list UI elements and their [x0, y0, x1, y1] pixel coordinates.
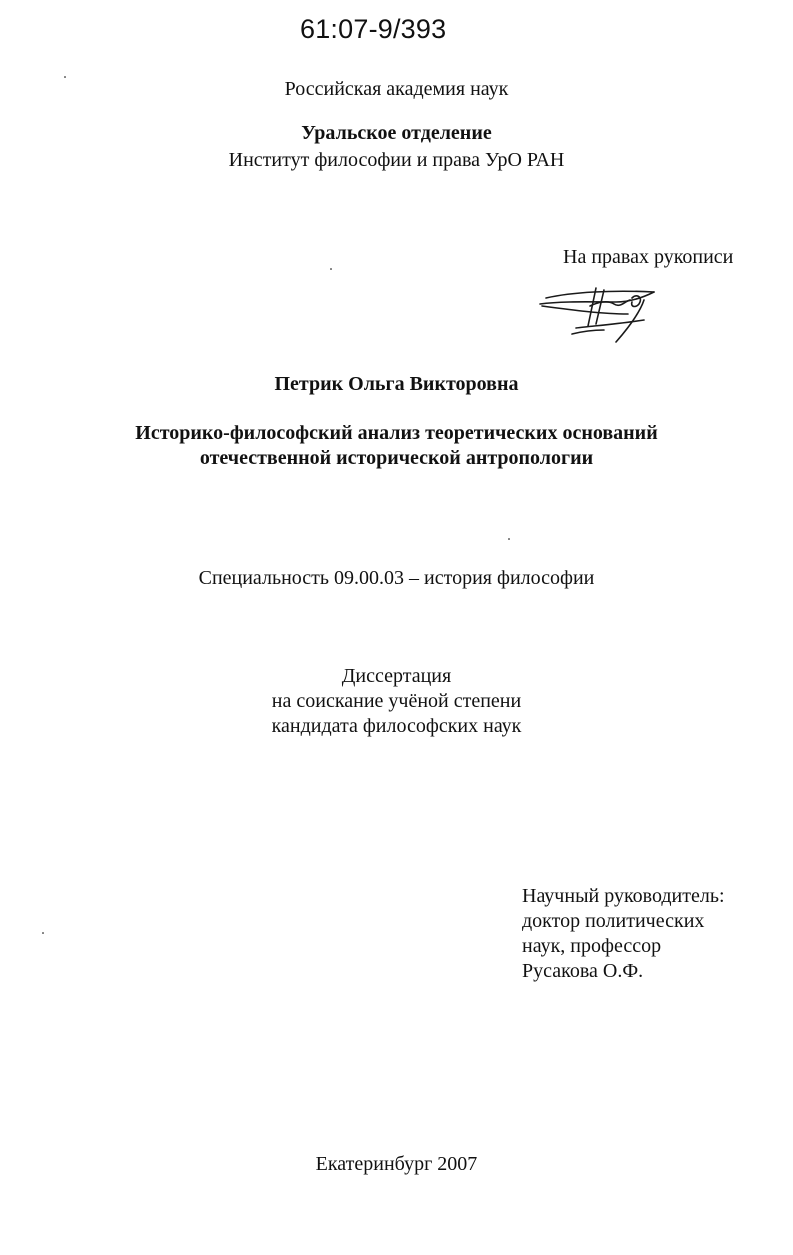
specialty: Специальность 09.00.03 – история философии: [198, 567, 595, 589]
title-line-1: Историко-философский анализ теоретических оснований: [135, 422, 658, 444]
advisor-block: [522, 884, 725, 984]
signature: [532, 284, 668, 348]
academy-name: Российская академия наук: [284, 78, 509, 100]
advisor-line-3: наук, профессор: [522, 935, 662, 957]
degree-line-3: кандидата философских наук: [271, 715, 522, 737]
scan-speck: [508, 538, 510, 540]
title-line-2: отечественной исторической антропологии: [199, 447, 594, 469]
manuscript-note: На правах рукописи: [563, 246, 734, 268]
branch-name: Уральское отделение: [301, 122, 492, 144]
scan-speck: [42, 932, 44, 934]
advisor-line-4: Русакова О.Ф.: [522, 960, 644, 982]
advisor-line-1: Научный руководитель:: [522, 885, 725, 907]
scan-speck: [64, 76, 66, 78]
degree-line-1: Диссертация: [341, 665, 452, 687]
advisor-line-2: доктор политических: [522, 910, 705, 932]
city-year: Екатеринбург 2007: [315, 1153, 478, 1175]
institute-name: Институт философии и права УрО РАН: [228, 149, 565, 171]
scan-speck: [330, 268, 332, 270]
archive-code: 61:07-9/393: [300, 14, 447, 44]
degree-line-2: на соискание учёной степени: [271, 690, 522, 712]
author-name: Петрик Ольга Викторовна: [274, 373, 519, 395]
